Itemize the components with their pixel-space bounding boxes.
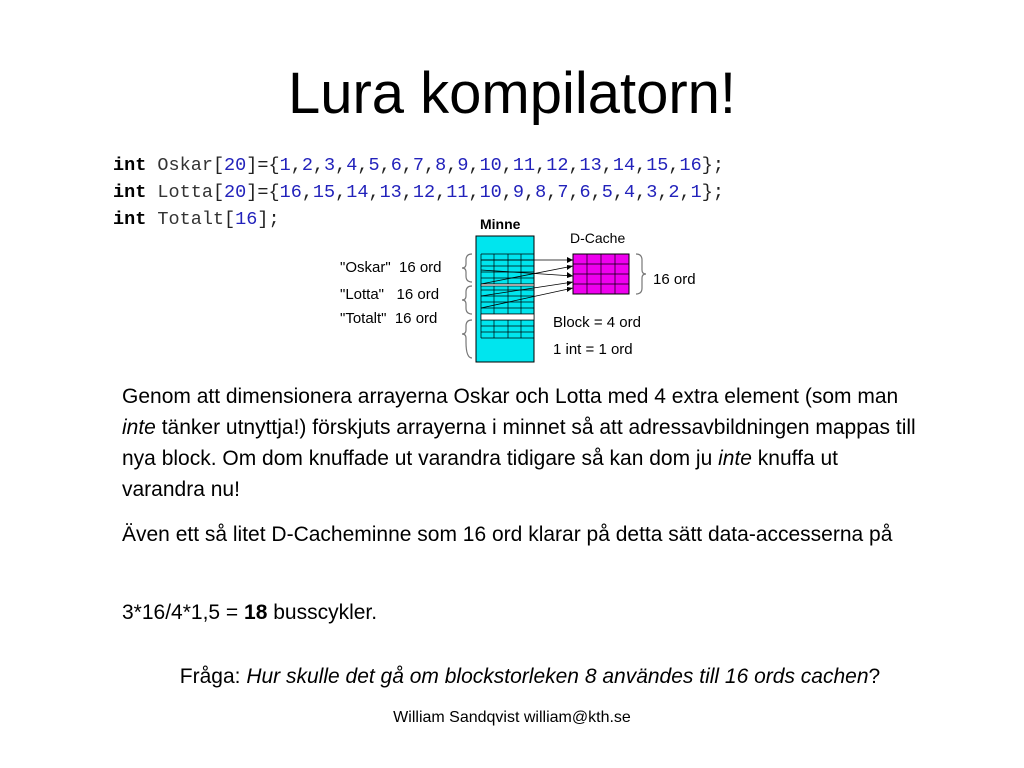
code-number: 7 <box>412 155 425 176</box>
code-number: 8 <box>435 155 447 176</box>
code-number: 15 <box>646 155 669 176</box>
code-punct: , <box>368 182 380 203</box>
code-punct: , <box>568 155 580 176</box>
label-cache-size: 16 ord <box>653 271 696 288</box>
code-number: 13 <box>579 155 602 176</box>
code-punct: , <box>290 155 302 176</box>
code-identifier: Totalt <box>146 209 225 230</box>
code-number: 9 <box>457 155 469 176</box>
question-mark: ? <box>868 665 881 688</box>
code-punct: [ <box>212 155 225 176</box>
code-identifier: Oskar <box>146 155 213 176</box>
brace-lotta <box>462 286 472 314</box>
code-punct: }; <box>701 155 724 176</box>
code-number: 5 <box>601 182 613 203</box>
question-label: Fråga: <box>179 665 247 688</box>
code-punct: , <box>424 155 436 176</box>
code-line <box>113 179 724 206</box>
code-punct: , <box>446 155 458 176</box>
code-punct: }; <box>701 182 724 203</box>
code-number: 10 <box>479 182 502 203</box>
question-text: Hur skulle det gå om blockstorleken 8 användes till 16 ords cachen <box>246 665 869 688</box>
code-punct: , <box>435 182 447 203</box>
code-number: 16 <box>235 209 258 230</box>
slide-title: Lura kompilatorn! <box>287 61 737 126</box>
code-punct: , <box>668 155 680 176</box>
code-punct: , <box>501 155 513 176</box>
label-totalt: "Totalt" 16 ord <box>340 310 438 327</box>
code-number: 20 <box>224 155 247 176</box>
memory-gap <box>481 284 534 286</box>
code-number: 8 <box>535 182 547 203</box>
code-punct: , <box>335 155 347 176</box>
code-punct: , <box>535 155 547 176</box>
paragraph-cache-size: Även ett så litet D-Cacheminne som 16 ord klarar på detta sätt data-accesserna på <box>122 523 893 546</box>
memory-label: Minne <box>480 216 521 232</box>
para1-text-1: Genom att dimensionera arrayerna Oskar och Lotta med 4 extra element (som man <box>122 385 899 408</box>
code-punct: , <box>468 182 480 203</box>
code-punct: , <box>679 182 691 203</box>
code-number: 3 <box>646 182 658 203</box>
code-number: 6 <box>390 155 402 176</box>
question-line <box>0 662 1024 692</box>
code-punct: , <box>312 155 325 176</box>
formula-text: 3*16/4*1,5 = <box>122 601 245 624</box>
code-punct: ] <box>257 209 269 230</box>
code-punct: ] <box>246 155 258 176</box>
cache-diagram <box>320 208 720 368</box>
code-number: 11 <box>512 155 536 176</box>
brace-cache <box>636 254 646 294</box>
code-line <box>113 152 724 179</box>
code-number: 7 <box>557 182 569 203</box>
code-keyword: int <box>113 155 147 176</box>
code-number: 3 <box>324 155 336 176</box>
formula-result: 18 <box>244 601 268 624</box>
code-number: 2 <box>301 155 313 176</box>
code-number: 4 <box>346 155 358 176</box>
code-punct: , <box>379 155 391 176</box>
code-number: 12 <box>546 155 569 176</box>
code-number: 6 <box>579 182 591 203</box>
code-punct: , <box>357 155 369 176</box>
formula-unit: busscykler. <box>267 601 378 624</box>
code-number: 14 <box>612 155 636 176</box>
code-number: 15 <box>312 182 336 203</box>
code-identifier: Lotta <box>146 182 213 203</box>
code-punct: [ <box>224 209 236 230</box>
code-punct: ={ <box>257 155 280 176</box>
code-number: 14 <box>346 182 369 203</box>
code-punct: , <box>335 182 347 203</box>
para1-text-3: knuffa ut varandra nu! <box>122 447 838 501</box>
code-punct: , <box>601 155 613 176</box>
code-number: 11 <box>446 182 469 203</box>
code-number: 5 <box>368 155 380 176</box>
memory-gap <box>481 314 534 320</box>
code-punct: , <box>301 182 313 203</box>
code-punct: , <box>635 155 647 176</box>
code-number: 4 <box>623 182 636 203</box>
code-punct: ; <box>268 209 280 230</box>
code-punct: , <box>524 182 536 203</box>
label-lotta: "Lotta" 16 ord <box>340 286 440 303</box>
code-punct: , <box>468 155 480 176</box>
para1-emphasis-1: inte <box>122 416 156 439</box>
code-number: 12 <box>412 182 436 203</box>
code-punct: , <box>401 155 413 176</box>
code-punct: ] <box>246 182 258 203</box>
code-number: 1 <box>279 155 291 176</box>
code-punct: ={ <box>257 182 280 203</box>
code-keyword: int <box>113 182 147 203</box>
code-number: 9 <box>512 182 524 203</box>
mapping-arrowheads <box>567 257 573 292</box>
code-number: 1 <box>690 182 702 203</box>
code-punct: , <box>501 182 513 203</box>
code-punct: , <box>546 182 558 203</box>
code-number: 13 <box>379 182 402 203</box>
paragraph-formula <box>122 597 922 628</box>
code-punct: , <box>568 182 580 203</box>
brace-oskar <box>462 254 472 282</box>
footer-author: William Sandqvist william@kth.se <box>393 709 631 726</box>
code-number: 10 <box>479 155 502 176</box>
code-punct: , <box>657 182 669 203</box>
code-punct: , <box>635 182 647 203</box>
code-number: 16 <box>679 155 702 176</box>
label-block-size: Block = 4 ord <box>553 314 641 331</box>
code-punct: [ <box>212 182 225 203</box>
code-number: 2 <box>668 182 680 203</box>
code-number: 16 <box>279 182 302 203</box>
brace-totalt <box>462 320 472 358</box>
memory-block <box>476 236 534 362</box>
label-oskar: "Oskar" 16 ord <box>340 259 442 276</box>
label-int-size: 1 int = 1 ord <box>553 341 633 358</box>
paragraph-explanation <box>122 381 922 505</box>
code-punct: , <box>590 182 602 203</box>
para1-emphasis-2: inte <box>718 447 752 470</box>
code-number: 20 <box>224 182 247 203</box>
code-punct: , <box>612 182 624 203</box>
code-keyword: int <box>113 209 147 230</box>
code-punct: , <box>401 182 413 203</box>
cache-label: D-Cache <box>570 230 626 246</box>
para1-text-2: tänker utnyttja!) förskjuts arrayerna i minnet så att adressavbildningen mappas till nya block. Om dom knuffade ut varandra tidigare så kan dom ju <box>122 416 916 470</box>
